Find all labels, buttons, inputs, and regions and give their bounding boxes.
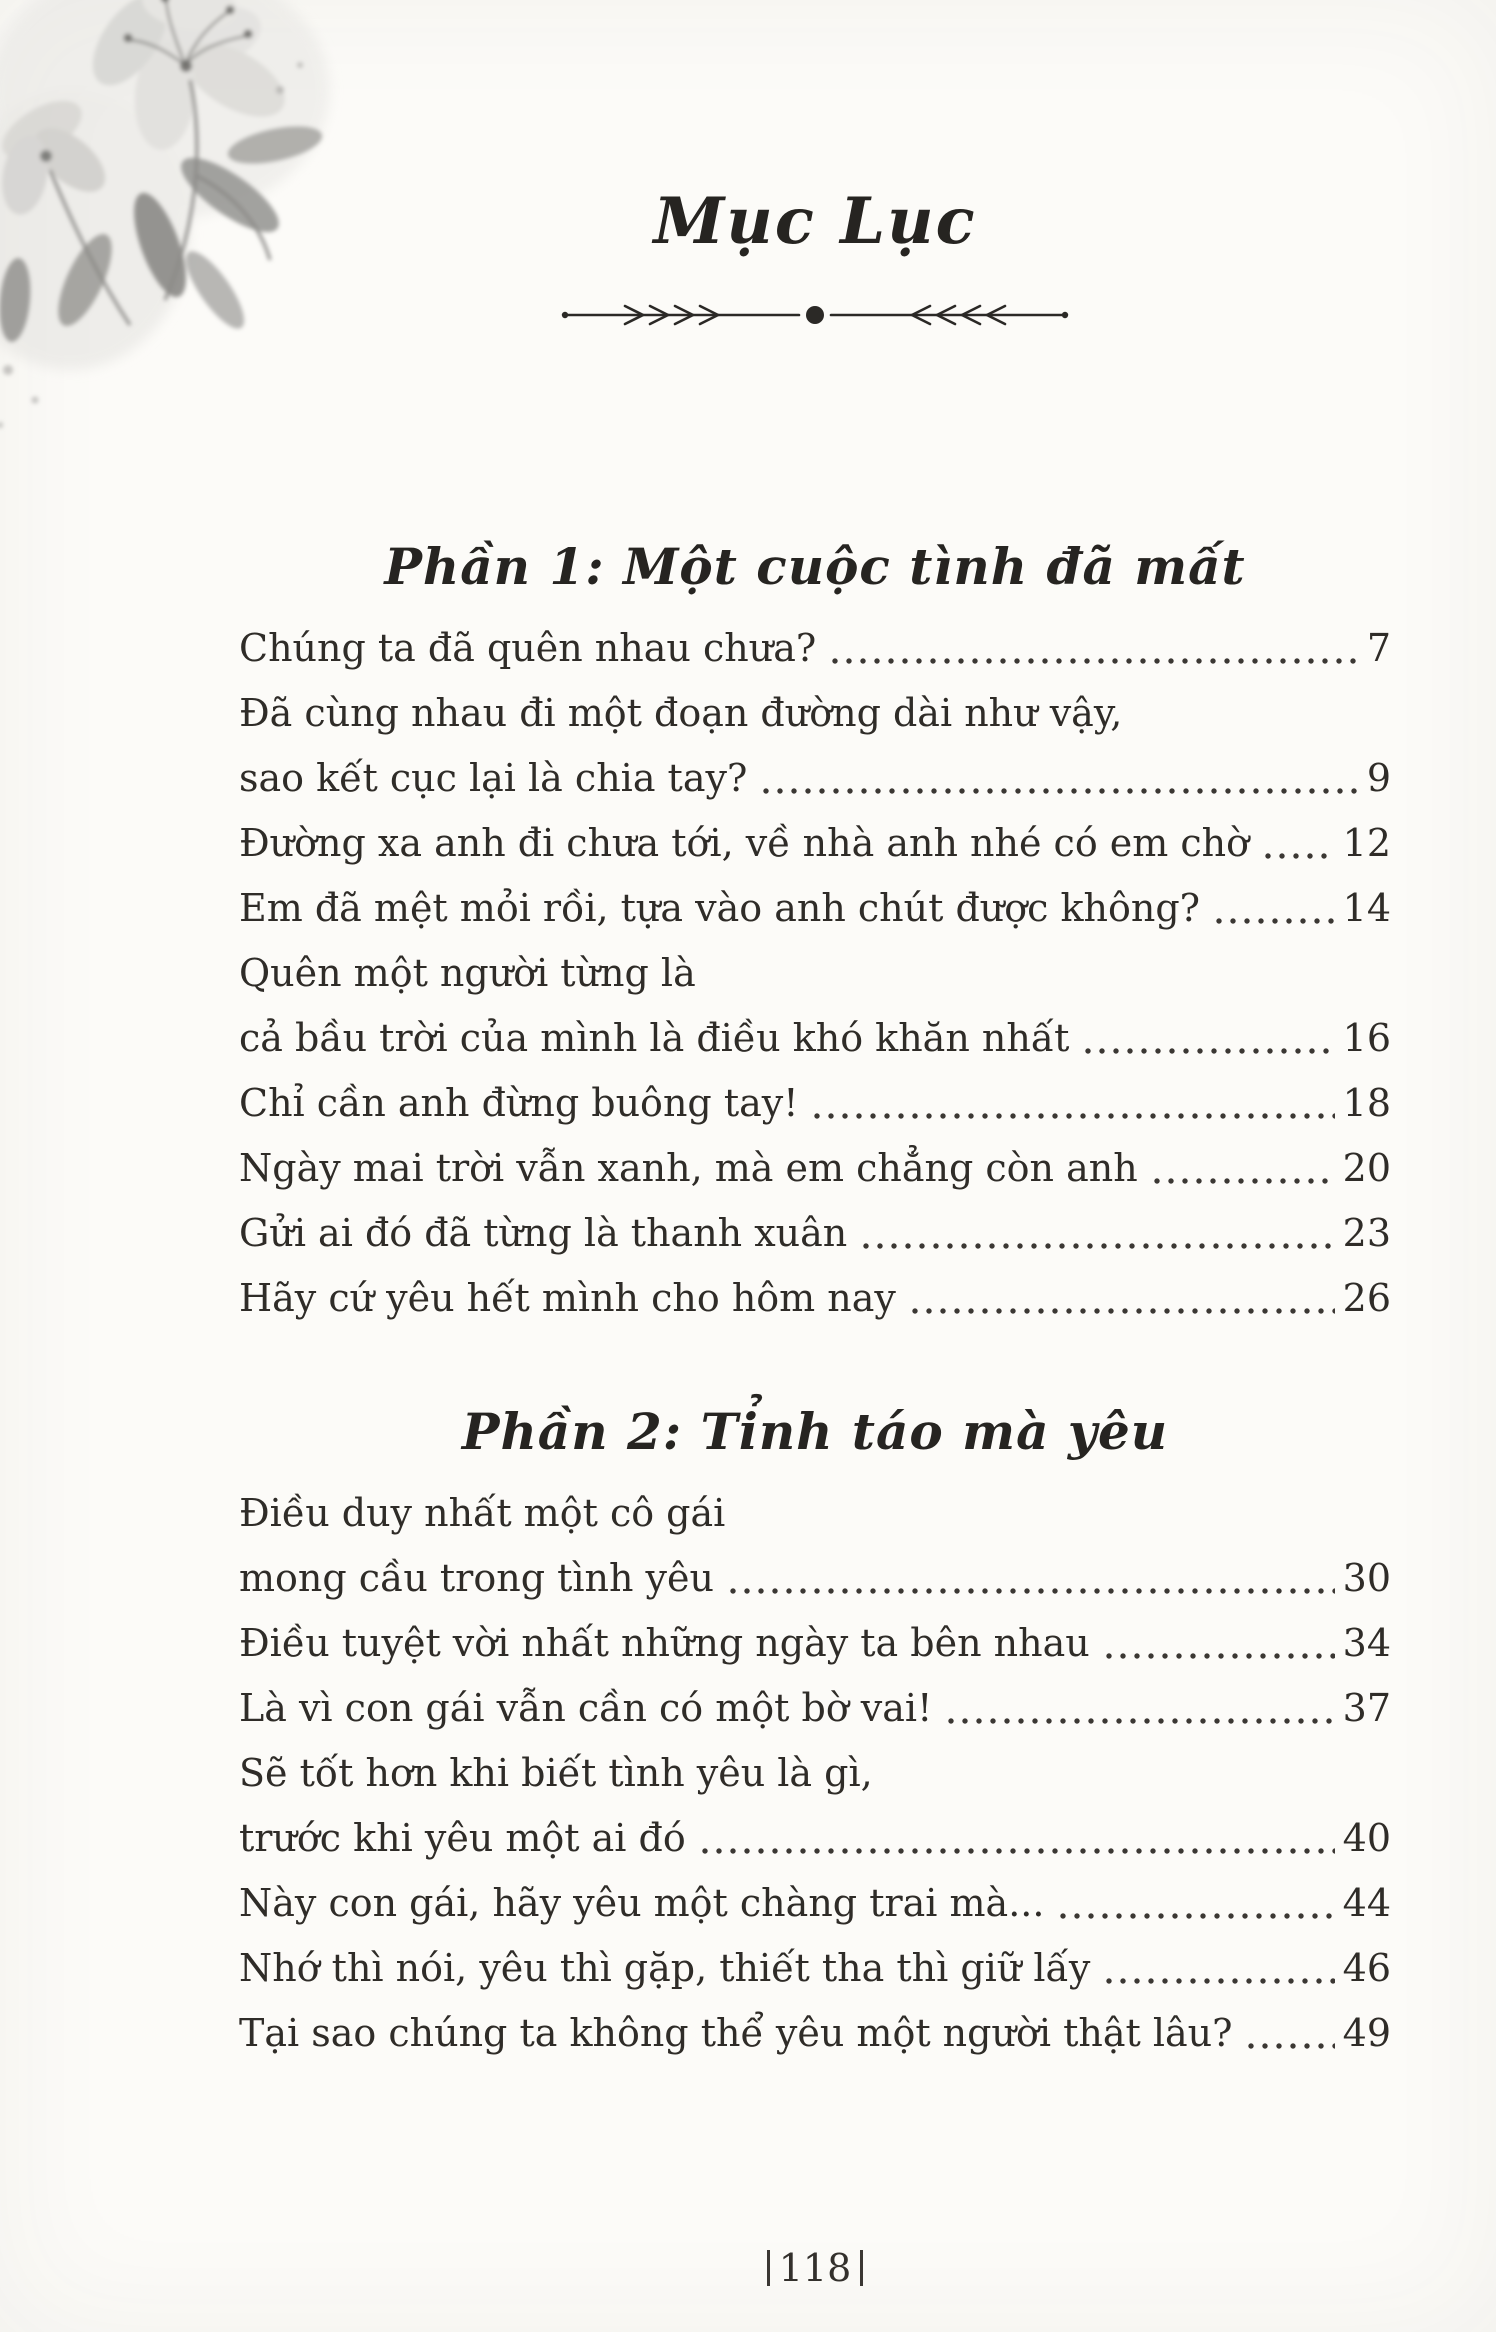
toc-entry-line: [239, 1806, 1391, 1871]
toc-entry-line: [239, 1546, 1391, 1611]
table-of-contents: [239, 536, 1391, 2066]
toc-entry-line: [239, 1006, 1391, 1071]
toc-entry-title: Này con gái, hãy yêu một chàng trai mà...: [239, 1880, 1045, 1925]
toc-entry-title: Gửi ai đó đã từng là thanh xuân: [239, 1210, 848, 1255]
dotted-leader: [726, 1546, 1335, 1611]
toc-entry-title: trước khi yêu một ai đó: [239, 1815, 686, 1860]
divider-center-dot: [806, 306, 824, 324]
dotted-leader: [1212, 876, 1335, 941]
toc-entry-title: Tại sao chúng ta không thể yêu một người thật lâu?: [239, 2010, 1233, 2055]
toc-entry-page: 34: [1342, 1620, 1391, 1665]
dotted-leader: [1261, 811, 1335, 876]
toc-entry-title: Ngày mai trời vẫn xanh, mà em chẳng còn anh: [239, 1145, 1138, 1190]
toc-entry-page: 12: [1342, 820, 1391, 865]
toc-entry-line: [239, 811, 1391, 876]
toc-entry-page: 9: [1366, 755, 1391, 800]
toc-entry-page: 49: [1342, 2010, 1391, 2055]
dotted-leader: [859, 1201, 1334, 1266]
dotted-leader: [1102, 1936, 1334, 2001]
dotted-leader: [1081, 1006, 1334, 1071]
dotted-leader: [1056, 1871, 1334, 1936]
toc-entry-title: Nhớ thì nói, yêu thì gặp, thiết tha thì giữ lấy: [239, 1945, 1091, 1990]
toc-entry-line: [239, 1481, 1391, 1546]
footer-left-bar: [767, 2250, 770, 2286]
toc-entry-page: 14: [1342, 885, 1391, 930]
dotted-leader: [810, 1071, 1334, 1136]
toc-entry-page: 44: [1342, 1880, 1391, 1925]
toc-entry-title: mong cầu trong tình yêu: [239, 1555, 714, 1600]
toc-entry-title: Chúng ta đã quên nhau chưa?: [239, 625, 817, 670]
toc-entry-line: [239, 1611, 1391, 1676]
toc-entry-line: [239, 1201, 1391, 1266]
toc-entry-line: [239, 1266, 1391, 1331]
arrow-dot-divider-ornament: [555, 299, 1075, 331]
toc-entry-page: 26: [1342, 1275, 1391, 1320]
toc-entry-title: Sẽ tốt hơn khi biết tình yêu là gì,: [239, 1750, 873, 1795]
toc-entry-line: [239, 1676, 1391, 1741]
toc-entry-line: [239, 1871, 1391, 1936]
toc-entry-title: cả bầu trời của mình là điều khó khăn nhất: [239, 1015, 1070, 1060]
section-heading: Phần 2: Tỉnh táo mà yêu: [461, 1401, 1169, 1461]
toc-entry-line: [239, 746, 1391, 811]
toc-entry-title: Là vì con gái vẫn cần có một bờ vai!: [239, 1685, 933, 1730]
toc-entry-line: [239, 1741, 1391, 1806]
footer-right-bar: [860, 2250, 863, 2286]
toc-entry-page: 18: [1342, 1080, 1391, 1125]
section-heading: Phần 1: Một cuộc tình đã mất: [384, 536, 1246, 596]
dotted-leader: [698, 1806, 1335, 1871]
toc-entry-page: 46: [1342, 1945, 1391, 1990]
toc-entry-title: Điều duy nhất một cô gái: [239, 1490, 726, 1535]
dotted-leader: [759, 746, 1358, 811]
toc-entry-line: [239, 876, 1391, 941]
toc-entry-line: [239, 1936, 1391, 2001]
dotted-leader: [1150, 1136, 1335, 1201]
toc-entry-page: 16: [1342, 1015, 1391, 1060]
dotted-leader: [1102, 1611, 1335, 1676]
toc-entry-page: 20: [1342, 1145, 1391, 1190]
toc-entry-page: 37: [1342, 1685, 1391, 1730]
dotted-leader: [828, 616, 1359, 681]
toc-entry-title: Đường xa anh đi chưa tới, về nhà anh nhé có em chờ: [239, 820, 1250, 865]
page-number-footer: [239, 2246, 1391, 2290]
toc-entry-line: [239, 1071, 1391, 1136]
dotted-leader: [1244, 2001, 1334, 2066]
toc-entry-line: [239, 1136, 1391, 1201]
toc-entry-line: [239, 681, 1391, 746]
page-content: [239, 0, 1391, 2066]
page-title: Mục Lục: [653, 184, 977, 259]
toc-entry-title: Chỉ cần anh đừng buông tay!: [239, 1080, 799, 1125]
toc-entry-title: Quên một người từng là: [239, 950, 696, 995]
toc-entry-page: 23: [1342, 1210, 1391, 1255]
dotted-leader: [908, 1266, 1335, 1331]
toc-entry-page: 30: [1342, 1555, 1391, 1600]
dotted-leader: [944, 1676, 1334, 1741]
toc-entry-title: Em đã mệt mỏi rồi, tựa vào anh chút được không?: [239, 885, 1201, 930]
toc-entry-line: [239, 941, 1391, 1006]
toc-entry-title: Điều tuyệt vời nhất những ngày ta bên nhau: [239, 1620, 1090, 1665]
toc-entry-line: [239, 2001, 1391, 2066]
page-number: 118: [778, 2246, 852, 2290]
toc-entry-page: 7: [1366, 625, 1391, 670]
toc-entry-title: Hãy cứ yêu hết mình cho hôm nay: [239, 1275, 896, 1320]
toc-entry-title: sao kết cục lại là chia tay?: [239, 755, 748, 800]
toc-entry-page: 40: [1342, 1815, 1391, 1860]
toc-entry-line: [239, 616, 1391, 681]
toc-entry-title: Đã cùng nhau đi một đoạn đường dài như vậy,: [239, 690, 1123, 735]
